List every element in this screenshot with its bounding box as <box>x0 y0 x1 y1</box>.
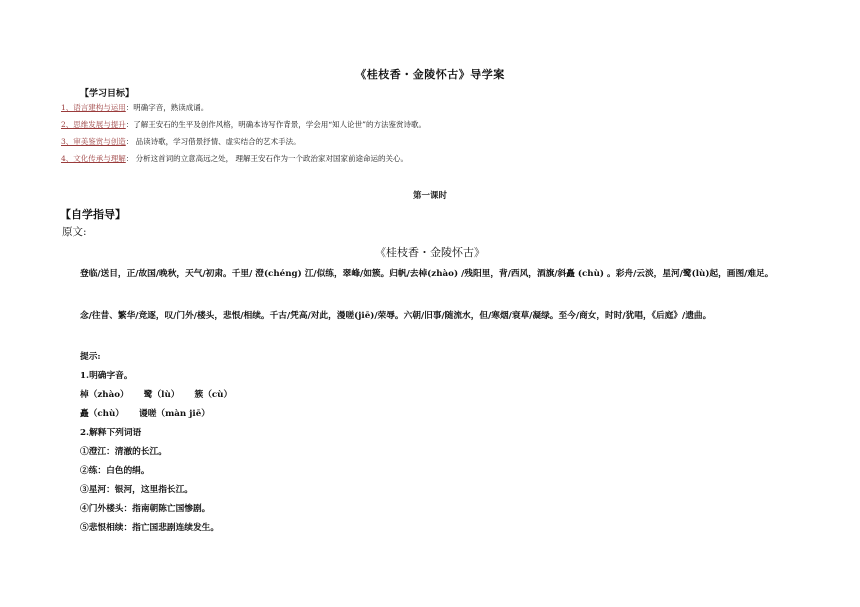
pronunciation-row <box>80 407 210 419</box>
pronunciation-row <box>80 388 232 400</box>
section-pronunciation: 1.明确字音。 <box>80 371 133 381</box>
poem-title: 《桂枝香・金陵怀古》 <box>375 246 485 259</box>
pron-item: 棹（zhào） <box>80 390 129 400</box>
lesson-heading: 第一课时 <box>412 191 447 201</box>
definition-item: ①澄江：清澈的长江。 <box>80 447 167 457</box>
goal-key: 3、审美鉴赏与创造 <box>61 137 126 146</box>
hint-label: 提示: <box>80 352 101 362</box>
pron-item: 鹭（lù） <box>143 390 180 400</box>
goal-text: ：明确字音，熟读成诵。 <box>125 103 209 112</box>
goal-item <box>61 137 301 147</box>
goal-item <box>61 103 208 113</box>
goal-text: ：了解王安石的生平及创作风格，明确本诗写作背景，学会用“知人论世”的方法鉴赏诗歌。 <box>125 120 426 129</box>
definition-item: ③星河：银河，这里指长江。 <box>80 485 193 495</box>
goal-text: ： 分析这首词的立意高远之处， 理解王安石作为一个政治家对国家前途命运的关心。 <box>125 154 409 163</box>
definition-item: ④门外楼头：指南朝陈亡国惨剧。 <box>80 504 211 514</box>
pron-item: 谩嗟（màn jiē） <box>139 409 210 419</box>
self-study-heading: 【自学指导】 <box>60 208 126 221</box>
goal-item <box>61 120 426 130</box>
pron-item: 簇（cù） <box>194 390 233 400</box>
poem-paragraph-2: 念/往昔、繁华/竞逐，叹/门外/楼头，悲恨/相续。千古/凭高/对此，漫嗟(jiē)/荣辱。六朝/旧事/随流水，但/寒烟/衰草/凝绿。至今/商女，时时/犹唱，《后庭》/遗曲。 <box>80 311 712 321</box>
definition-item: ⑤悲恨相续：指亡国悲剧连续发生。 <box>80 523 219 533</box>
goal-key: 2、思维发展与提升 <box>61 120 126 129</box>
definition-item: ②练：白色的绢。 <box>80 466 150 476</box>
pron-item: 矗（chù） <box>80 409 124 419</box>
goal-key: 4、文化传承与理解 <box>61 154 126 163</box>
goal-key: 1、语言建构与运用 <box>61 103 126 112</box>
learning-goals-heading: 【学习目标】 <box>80 89 135 99</box>
goal-item <box>61 154 408 164</box>
poem-paragraph-1: 登临/送目，正/故国/晚秋，天气/初肃。千里/ 澄(chéng) 江/似练，翠峰/如簇。归帆/去棹(zhào) /残阳里，背/西风，酒旗/斜矗 (chù) 。彩舟/云淡，星河/鹭(lù)起，画图/难足。 <box>80 269 774 279</box>
goal-text: ： 品读诗歌，学习借景抒情、虚实结合的艺术手法。 <box>125 137 301 146</box>
section-vocabulary: 2.解释下列词语 <box>80 428 142 438</box>
original-text-label: 原文: <box>62 226 87 238</box>
document-title: 《桂枝香・金陵怀古》导学案 <box>355 68 505 81</box>
